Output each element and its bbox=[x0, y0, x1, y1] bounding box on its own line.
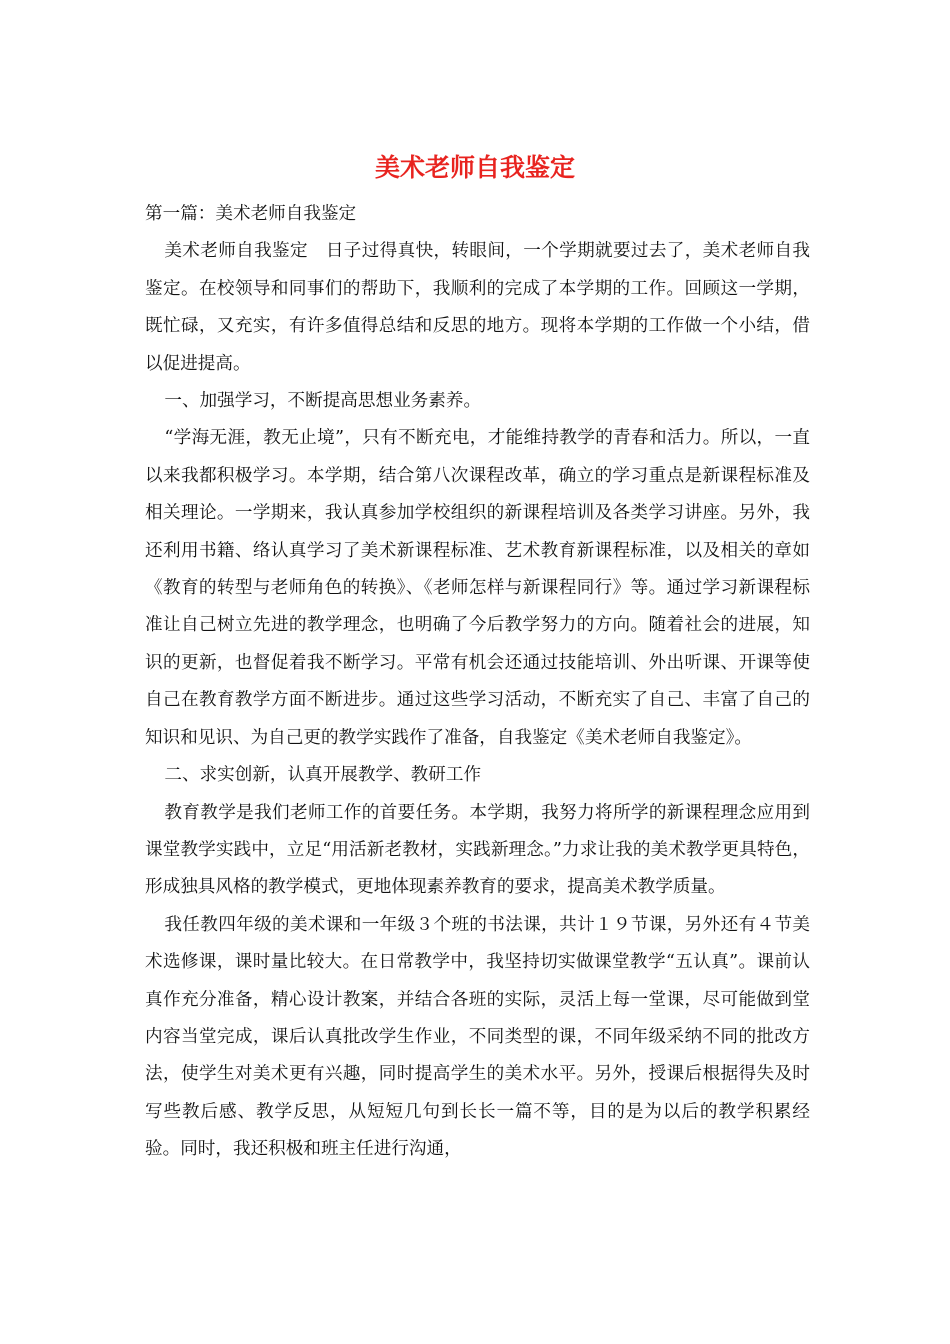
paragraph: 教育教学是我们老师工作的首要任务。本学期，我努力将所学的新课程理念应用到课堂教学实践中，立足“用活新老教材，实践新理念。”力求让我的美术教学更具特色，形成独具风格的教学模式，更地体现素养教育的要求，提高美术教学质量。 bbox=[145, 802, 810, 898]
document-body bbox=[145, 196, 810, 1169]
section-heading: 一、加强学习，不断提高思想业务素养。 bbox=[164, 391, 482, 412]
section-heading: 二、求实创新，认真开展教学、教研工作 bbox=[164, 765, 482, 786]
section-heading: 第一篇：美术老师自我鉴定 bbox=[145, 204, 357, 224]
paragraph: “学海无涯，教无止境”，只有不断充电，才能维持教学的青春和活力。所以，一直以来我都积极学习。本学期，结合第八次课程改革，确立的学习重点是新课程标准及相关理论。一学期来，我认真参加学校组织的新课程培训及各类学习讲座。另外，我还利用书籍、络认真学习了美术新课程标准、艺术教育新课程标准，以及相关的章如《教育的转型与老师角色的转换》、《老师怎样与新课程同行》等。通过学习新课程标准让自己树立先进的教学理念，也明确了今后教学努力的方向。随着社会的进展，知识的更新，也督促着我不断学习。平常有机会还通过技能培训、外出听课、开课等使自己在教育教学方面不断进步。通过这些学习活动，不断充实了自己、丰富了自己的知识和见识、为自己更的教学实践作了准备，自我鉴定《美术老师自我鉴定》。 bbox=[145, 428, 810, 748]
document-title: 美术老师自我鉴定 bbox=[374, 153, 575, 182]
paragraph: 我任教四年级的美术课和一年级３个班的书法课，共计１９节课，另外还有４节美术选修课，课时量比较大。在日常教学中，我坚持切实做课堂教学“五认真”。课前认真作充分准备，精心设计教案，并结合各班的实际，灵活上每一堂课，尽可能做到堂内容当堂完成，课后认真批改学生作业，不同类型的课，不同年级采纳不同的批改方法，使学生对美术更有兴趣，同时提高学生的美术水平。另外，授课后根据得失及时写些教后感、教学反思，从短短几句到长长一篇不等，目的是为以后的教学积累经验。同时，我还积极和班主任进行沟通， bbox=[145, 914, 810, 1160]
paragraph: 美术老师自我鉴定 日子过得真快，转眼间，一个学期就要过去了，美术老师自我鉴定。在校领导和同事们的帮助下，我顺利的完成了本学期的工作。回顾这一学期，既忙碌，又充实，有许多值得总结和反思的地方。现将本学期的工作做一个小结，借以促进提高。 bbox=[145, 241, 810, 374]
